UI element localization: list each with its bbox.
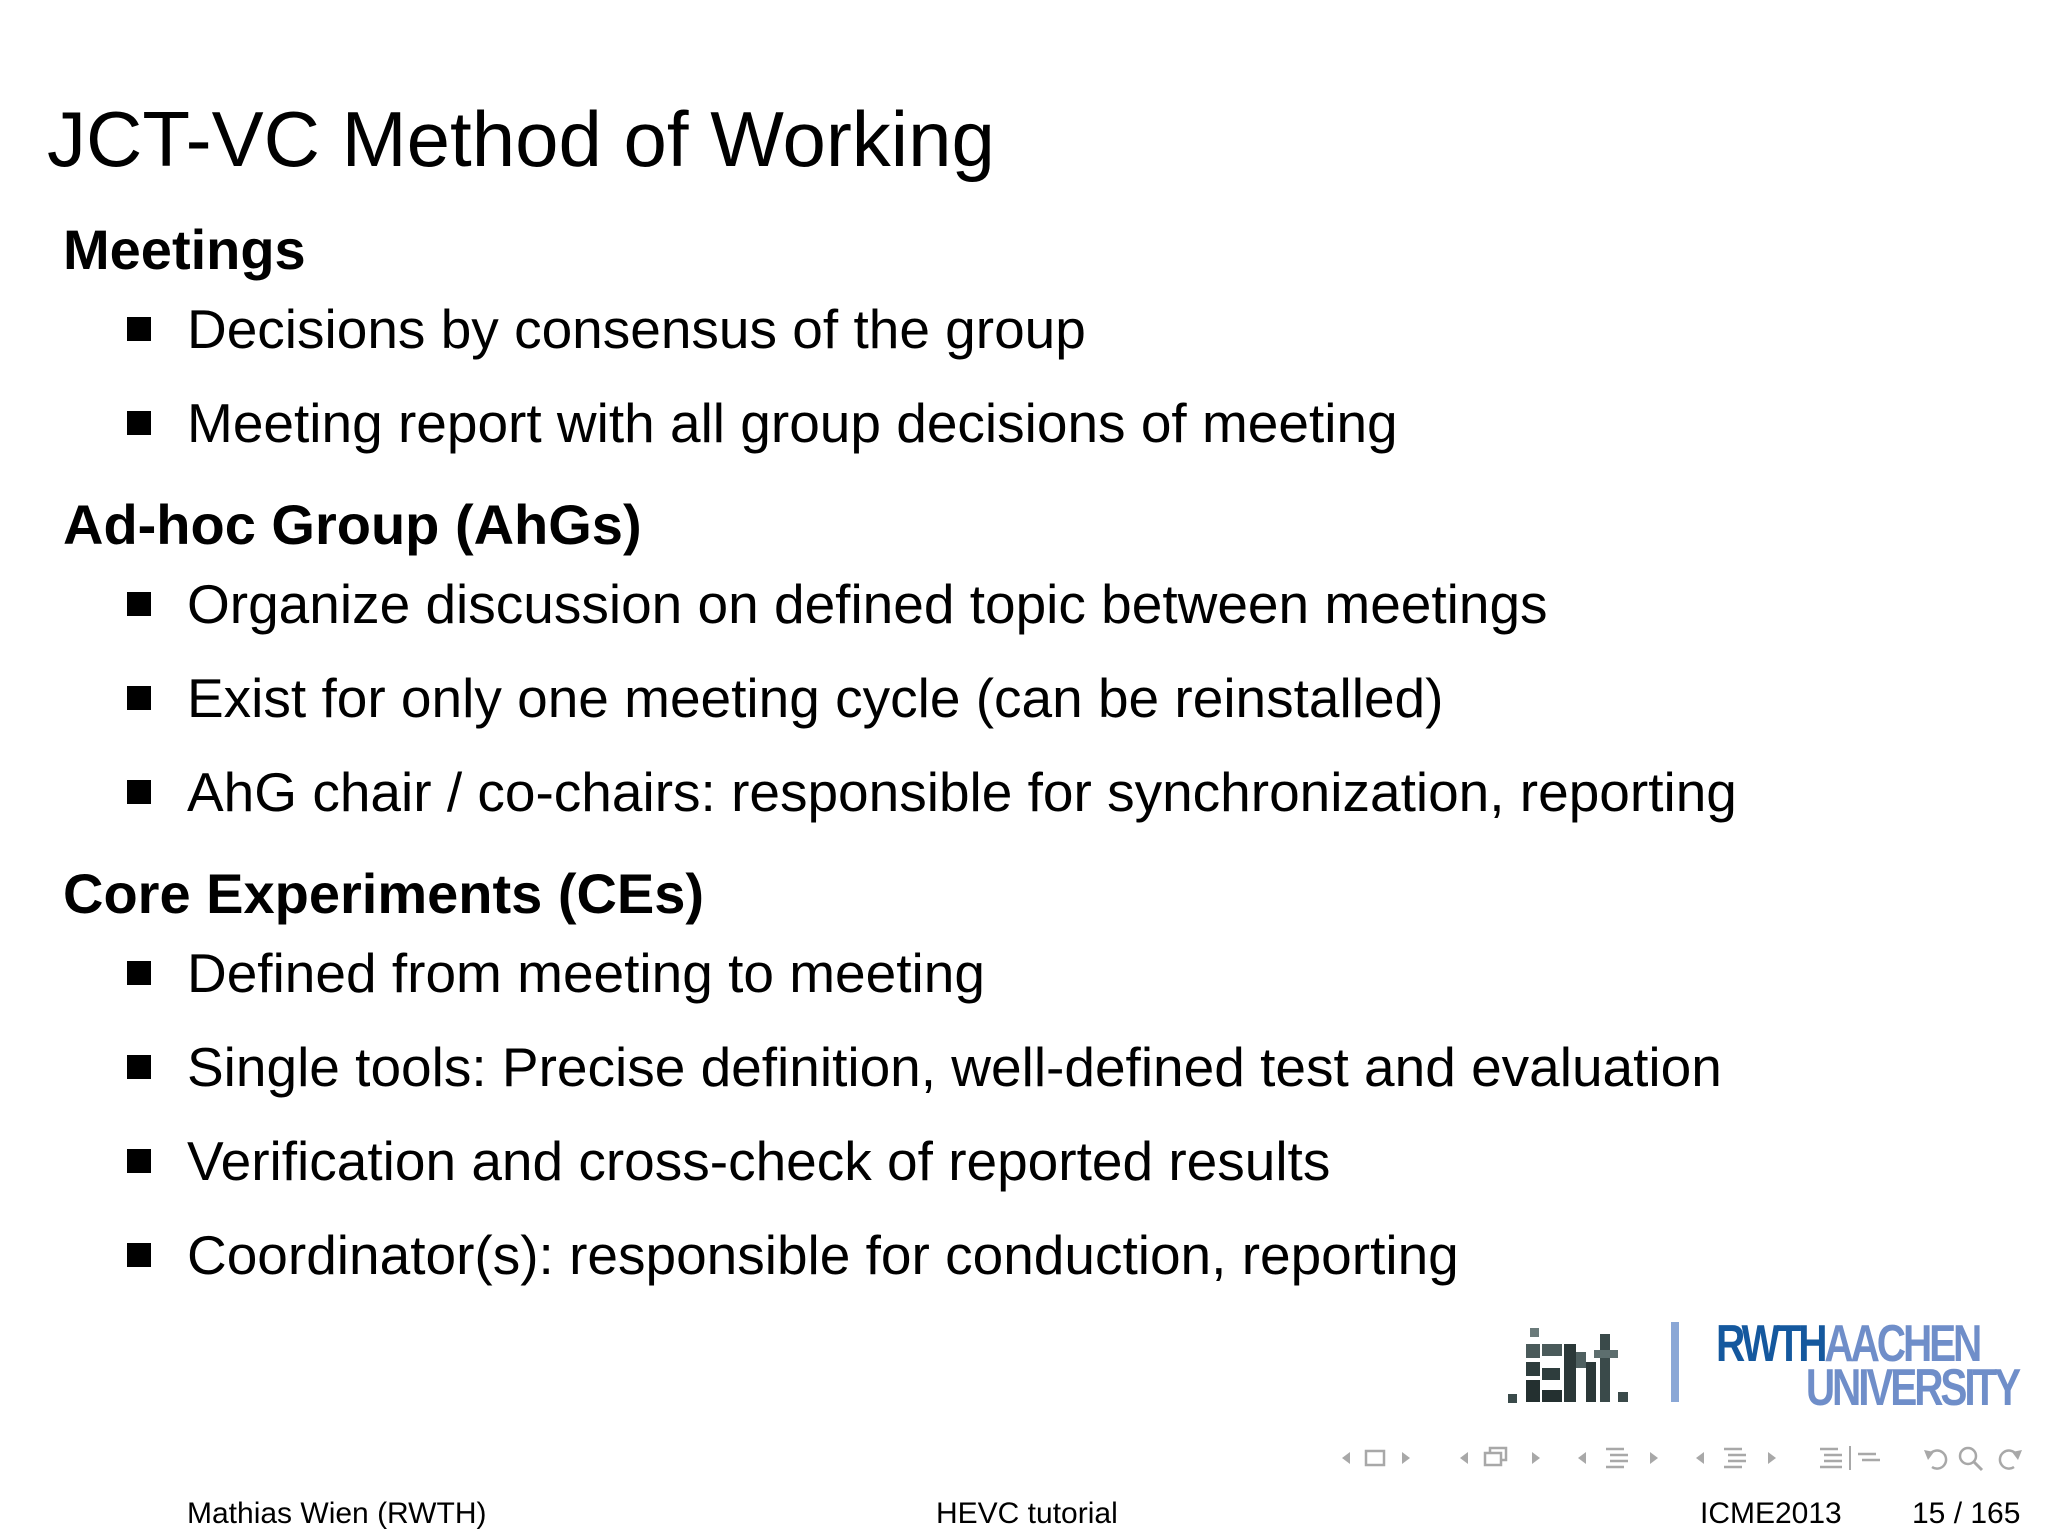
bullet-item	[63, 1020, 1963, 1114]
section-core-experiments	[63, 862, 1963, 1302]
presentation-navigation-icon[interactable]	[1690, 1440, 1786, 1476]
square-bullet-icon	[127, 411, 151, 435]
slide-title: JCT-VC Method of Working	[47, 95, 995, 184]
logo-area	[1500, 1315, 2030, 1418]
square-bullet-icon	[127, 592, 151, 616]
bullet-text: Exist for only one meeting cycle (can be reinstalled)	[187, 667, 1444, 729]
bullet-item	[63, 376, 1963, 470]
logo-divider	[1671, 1322, 1679, 1402]
toc-appendix-icon[interactable]	[1816, 1440, 1890, 1476]
section-heading: Ad-hoc Group (AhGs)	[63, 493, 642, 556]
slide-content	[63, 218, 1963, 1302]
footer-page-number: 15 / 165	[1912, 1497, 2021, 1530]
university-wordmark: UNIVERSITY	[1805, 1359, 2018, 1417]
bullet-text: Verification and cross-check of reported results	[187, 1130, 1331, 1192]
square-bullet-icon	[127, 1055, 151, 1079]
section-heading: Core Experiments (CEs)	[63, 862, 705, 925]
bullet-text: Decisions by consensus of the group	[187, 298, 1086, 360]
bullet-text: Defined from meeting to meeting	[187, 942, 985, 1004]
bullet-list	[63, 557, 1963, 839]
section-heading: Meetings	[63, 218, 306, 281]
bullet-text: Single tools: Precise definition, well-defined test and evaluation	[187, 1036, 1722, 1098]
rwth-wordmark: RWTH	[1716, 1315, 1825, 1373]
section-ad-hoc-groups	[63, 493, 1963, 839]
square-bullet-icon	[127, 686, 151, 710]
rwth-aachen-logo	[1716, 1315, 2026, 1417]
square-bullet-icon	[127, 1149, 151, 1173]
bullet-item	[63, 1208, 1963, 1302]
bullet-item	[63, 651, 1963, 745]
footer-title: HEVC tutorial	[936, 1497, 1118, 1530]
bullet-text: Meeting report with all group decisions of meeting	[187, 392, 1398, 454]
bullet-text: Coordinator(s): responsible for conduction, reporting	[187, 1224, 1459, 1286]
frame-navigation-icon[interactable]	[1336, 1440, 1420, 1476]
bullet-item	[63, 745, 1963, 839]
bullet-item	[63, 557, 1963, 651]
beamer-navigation-bar	[1336, 1440, 2036, 1476]
bullet-text: Organize discussion on defined topic between meetings	[187, 573, 1548, 635]
ient-logo-icon	[1502, 1322, 1632, 1412]
square-bullet-icon	[127, 780, 151, 804]
square-bullet-icon	[127, 961, 151, 985]
section-meetings	[63, 218, 1963, 470]
square-bullet-icon	[127, 1243, 151, 1267]
aachen-wordmark: AACHEN	[1824, 1315, 1980, 1373]
bullet-text: AhG chair / co-chairs: responsible for synchronization, reporting	[187, 761, 1737, 823]
bullet-list	[63, 926, 1963, 1302]
bullet-item	[63, 1114, 1963, 1208]
slide-footer	[0, 1494, 2048, 1534]
footer-author: Mathias Wien (RWTH)	[187, 1497, 487, 1530]
bullet-item	[63, 926, 1963, 1020]
bullet-list	[63, 282, 1963, 470]
section-navigation-icon[interactable]	[1572, 1440, 1668, 1476]
bullet-item	[63, 282, 1963, 376]
footer-event: ICME2013	[1700, 1497, 1842, 1530]
subsection-navigation-icon[interactable]	[1454, 1440, 1550, 1476]
undo-search-redo-icons[interactable]	[1920, 1440, 2032, 1476]
square-bullet-icon	[127, 317, 151, 341]
